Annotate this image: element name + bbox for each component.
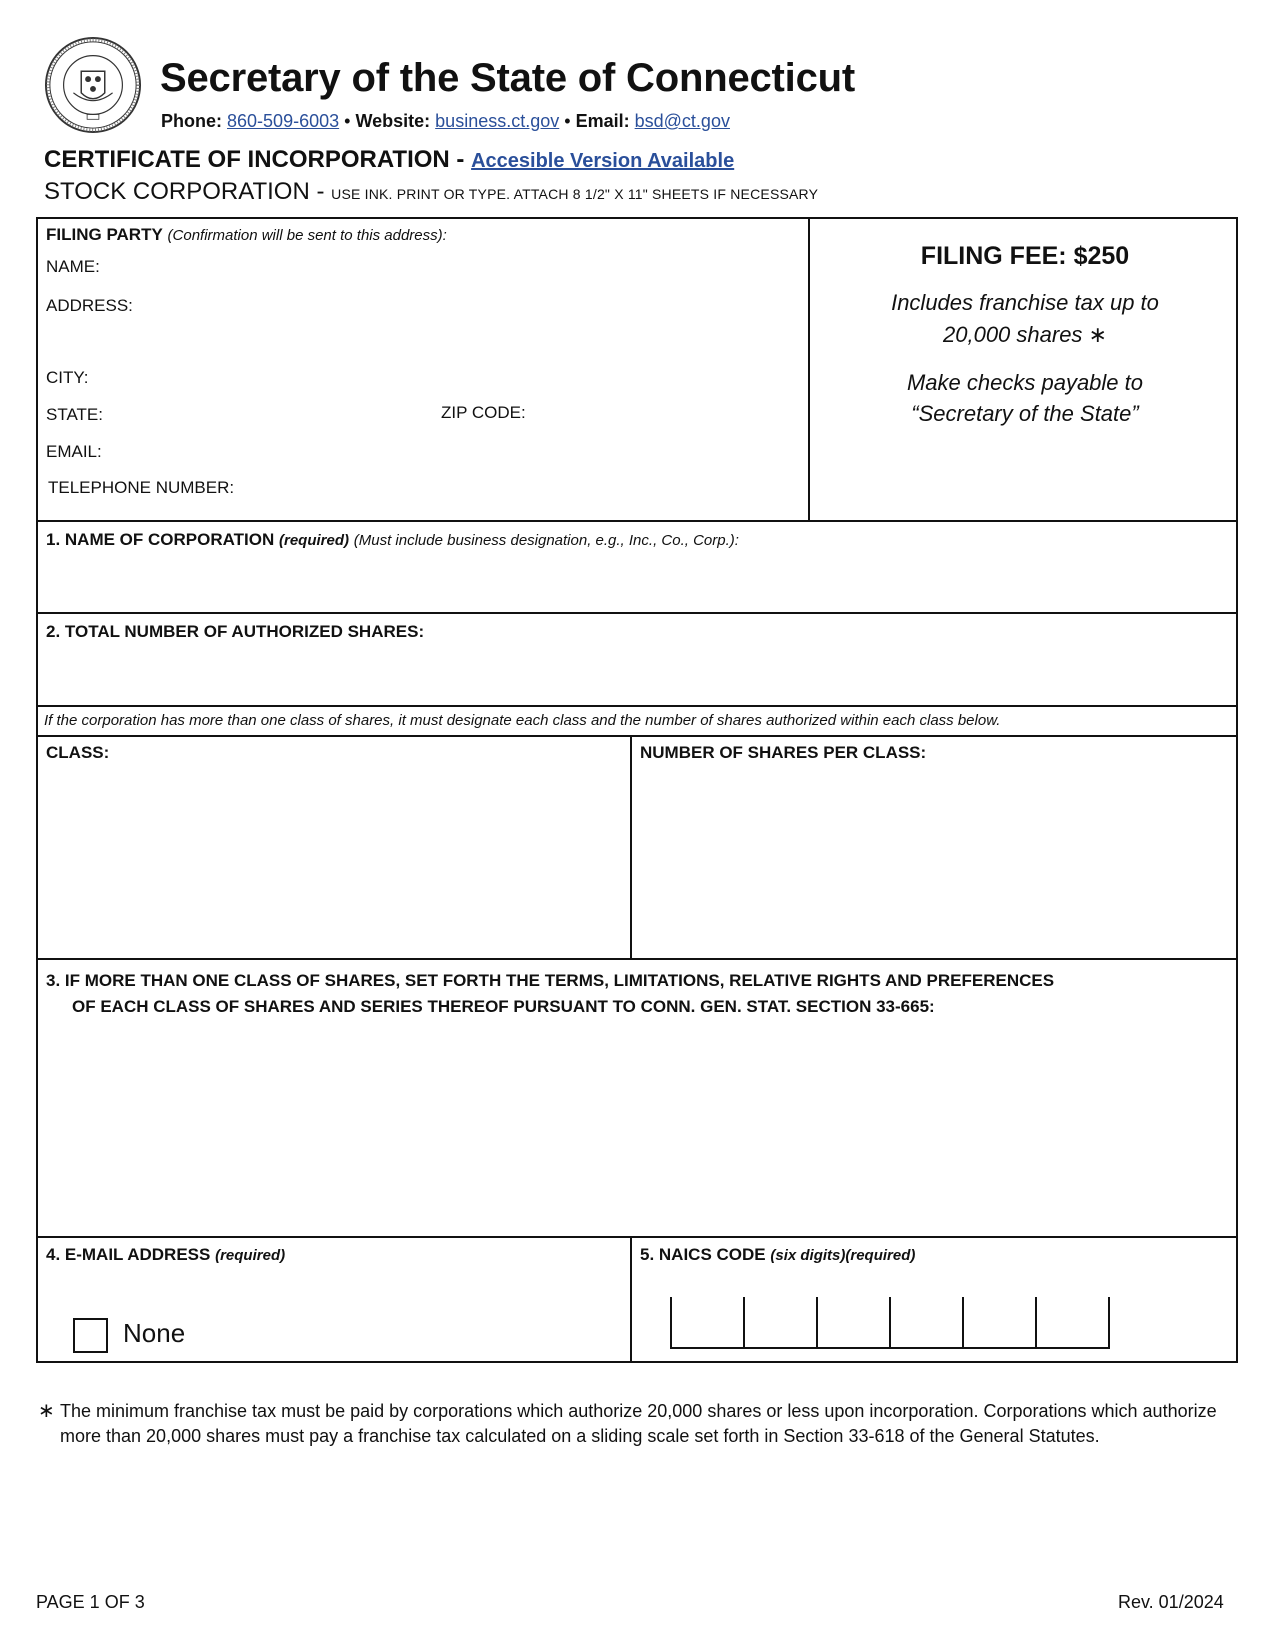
email-label: EMAIL:	[46, 442, 102, 461]
page-number: PAGE 1 OF 3	[36, 1592, 145, 1612]
naics-digit-box[interactable]	[962, 1297, 1037, 1349]
website-link[interactable]: business.ct.gov	[435, 111, 560, 131]
name-label: NAME:	[46, 257, 100, 276]
naics-code-input	[670, 1297, 1108, 1349]
section-5-label	[640, 1245, 915, 1265]
section-1-title: 1. NAME OF CORPORATION	[46, 530, 275, 549]
website-label: Website:	[355, 111, 431, 131]
checks-line: “Secretary of the State”	[911, 401, 1139, 426]
divider	[36, 958, 1238, 960]
telephone-label: TELEPHONE NUMBER:	[48, 478, 235, 497]
zip-code-label: ZIP CODE:	[441, 403, 526, 422]
state-seal-icon	[44, 36, 142, 134]
checks-line: Make checks payable to	[906, 370, 1144, 395]
filing-party-label: FILING PARTY	[46, 225, 163, 244]
naics-digit-box[interactable]	[670, 1297, 745, 1349]
city-label: CITY:	[46, 368, 89, 387]
none-label: None	[123, 1318, 186, 1348]
email-label: Email:	[575, 111, 630, 131]
state-label: STATE:	[46, 405, 103, 424]
divider	[36, 1236, 1238, 1238]
section-2-title: 2. TOTAL NUMBER OF AUTHORIZED SHARES:	[46, 622, 425, 641]
email-link[interactable]: bsd@ct.gov	[634, 111, 730, 131]
divider	[36, 705, 1238, 707]
accessible-version-link[interactable]: Accesible Version Available	[471, 150, 735, 172]
filing-fee-amount: FILING FEE: $250	[920, 242, 1130, 270]
footnote-text: The minimum franchise tax must be paid by corporations which authorize 20,000 shares or less upon incorporation. Corporations which authorize more than 20,000 shares must pay a franchise tax calculated on a sliding scale set forth in Section 33-618 of the General Statutes.	[60, 1401, 1217, 1446]
section-5-note: (six digits)(required)	[770, 1247, 916, 1264]
contact-line	[161, 111, 730, 132]
shares-per-class-label	[640, 743, 926, 763]
divider	[630, 735, 632, 959]
section-3-label	[46, 968, 1054, 1020]
asterisk-icon: ∗	[1088, 322, 1107, 347]
fee-note	[815, 287, 1235, 351]
section-1-label	[46, 530, 739, 550]
none-checkbox[interactable]	[73, 1318, 108, 1353]
divider	[36, 612, 1238, 614]
filing-party-heading	[46, 225, 447, 245]
fee-note-line	[815, 319, 1235, 351]
class-label-text: CLASS:	[46, 743, 110, 762]
divider	[36, 735, 1238, 737]
class-label	[46, 743, 109, 763]
section-3-text: 3. IF MORE THAN ONE CLASS OF SHARES, SET FORTH THE TERMS, LIMITATIONS, RELATIVE RIGHTS AND PREFERENCES	[46, 971, 1055, 990]
required-tag: (required)	[278, 532, 349, 549]
section-3-line	[46, 968, 1054, 994]
phone-label: Phone:	[161, 111, 222, 131]
class-note: If the corporation has more than one class of shares, it must designate each class and the number of shares authorized within each class below.	[44, 712, 1001, 729]
certificate-title	[44, 146, 734, 174]
section-4-label	[46, 1245, 285, 1265]
naics-digit-box[interactable]	[743, 1297, 818, 1349]
bullet: •	[344, 111, 351, 131]
naics-digit-box[interactable]	[889, 1297, 964, 1349]
section-4-title: 4. E-MAIL ADDRESS	[46, 1245, 211, 1264]
divider	[808, 217, 810, 521]
certificate-title-text: CERTIFICATE OF INCORPORATION -	[44, 146, 465, 173]
shares-per-class-text: NUMBER OF SHARES PER CLASS:	[640, 743, 927, 762]
section-3-line	[46, 994, 1054, 1020]
franchise-tax-footnote	[38, 1399, 1238, 1449]
filing-fee-panel	[815, 218, 1235, 429]
section-3-text: OF EACH CLASS OF SHARES AND SERIES THEREOF PURSUANT TO CONN. GEN. STAT. SECTION 33-665:	[72, 997, 935, 1016]
asterisk-icon: ∗	[38, 1400, 55, 1422]
revision-date: Rev. 01/2024	[1118, 1592, 1224, 1612]
required-tag: (required)	[215, 1247, 286, 1264]
bullet: •	[564, 111, 571, 131]
page-title: Secretary of the State of Connecticut	[160, 56, 855, 100]
subtitle-instructions: USE INK. PRINT OR TYPE. ATTACH 8 1/2" X 11" SHEETS IF NECESSARY	[331, 186, 819, 202]
divider	[36, 520, 1238, 522]
naics-digit-box[interactable]	[1035, 1297, 1110, 1349]
subtitle	[44, 178, 818, 206]
section-5-title: 5. NAICS CODE	[640, 1245, 766, 1264]
section-2-label	[46, 622, 424, 642]
fee-note-line: Includes franchise tax up to	[891, 290, 1159, 315]
fee-note-shares: 20,000 shares	[943, 322, 1083, 347]
filing-party-note: (Confirmation will be sent to this address):	[167, 227, 447, 244]
address-label: ADDRESS:	[46, 296, 133, 315]
subtitle-text: STOCK CORPORATION -	[44, 178, 325, 205]
naics-digit-box[interactable]	[816, 1297, 891, 1349]
checks-payable-note	[815, 367, 1235, 429]
section-1-note: (Must include business designation, e.g., Inc., Co., Corp.):	[353, 532, 739, 549]
phone-link[interactable]: 860-509-6003	[227, 111, 340, 131]
divider	[630, 1236, 632, 1362]
